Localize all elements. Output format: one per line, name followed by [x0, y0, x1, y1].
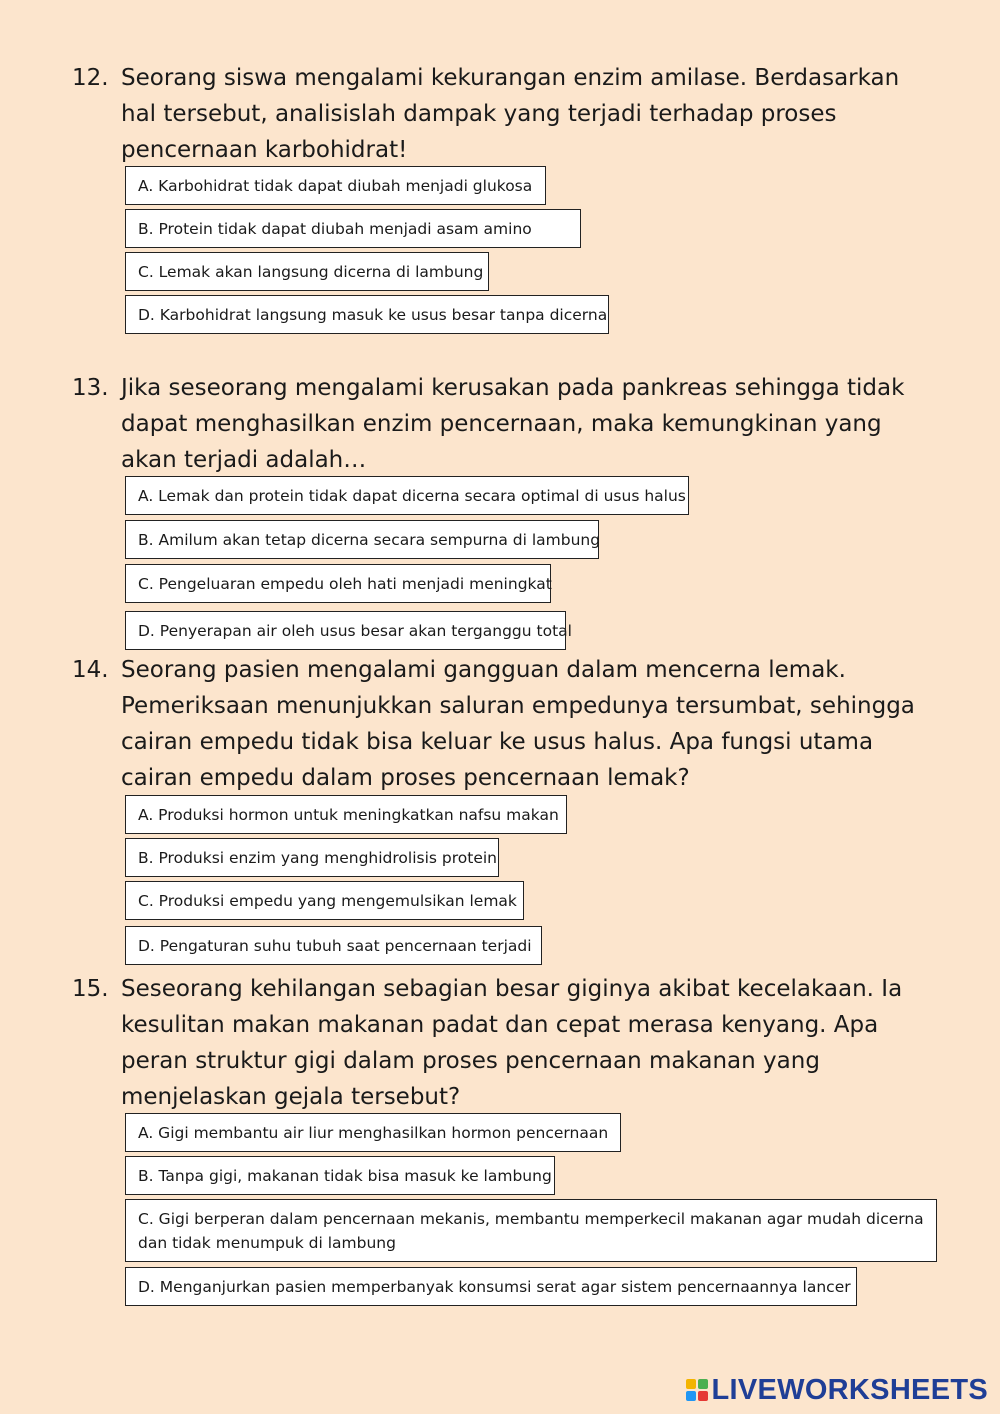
answer-option-12c[interactable]: C. Lemak akan langsung dicerna di lambung	[125, 252, 489, 291]
answer-option-14a[interactable]: A. Produksi hormon untuk meningkatkan nafsu makan	[125, 795, 567, 834]
answer-option-13a[interactable]: A. Lemak dan protein tidak dapat dicerna secara optimal di usus halus	[125, 476, 689, 515]
answer-option-14b[interactable]: B. Produksi enzim yang menghidrolisis protein	[125, 838, 499, 877]
logo-wordmark: LIVEWORKSHEETS	[711, 1373, 988, 1406]
question-text	[72, 971, 932, 1115]
answer-option-15a[interactable]: A. Gigi membantu air liur menghasilkan hormon pencernaan	[125, 1113, 621, 1152]
question-stem: Seorang siswa mengalami kekurangan enzim amilase. Berdasarkan hal tersebut, analisislah dampak yang terjadi terhadap proses pencernaan karbohidrat!	[121, 65, 900, 163]
question-number: 13.	[72, 375, 109, 401]
answer-option-12b[interactable]: B. Protein tidak dapat diubah menjadi asam amino	[125, 209, 581, 248]
question-number: 12.	[72, 65, 109, 91]
question-stem: Seorang pasien mengalami gangguan dalam mencerna lemak. Pemeriksaan menunjukkan saluran empedunya tersumbat, sehingga cairan empedu tidak bisa keluar ke usus halus. Apa fungsi utama cairan empedu dalam proses pencernaan lemak?	[121, 657, 915, 791]
answer-option-14d[interactable]: D. Pengaturan suhu tubuh saat pencernaan terjadi	[125, 926, 542, 965]
question-number: 14.	[72, 657, 109, 683]
liveworksheets-logo-icon	[686, 1379, 708, 1401]
question-text	[72, 652, 932, 796]
answer-option-15b[interactable]: B. Tanpa gigi, makanan tidak bisa masuk ke lambung	[125, 1156, 555, 1195]
answer-option-12d[interactable]: D. Karbohidrat langsung masuk ke usus besar tanpa dicerna	[125, 295, 609, 334]
question-text	[72, 60, 932, 168]
answer-option-13b[interactable]: B. Amilum akan tetap dicerna secara sempurna di lambung	[125, 520, 599, 559]
answer-option-15c[interactable]: C. Gigi berperan dalam pencernaan mekanis, membantu memperkecil makanan agar mudah dicerna dan tidak menumpuk di lambung	[125, 1199, 937, 1262]
question-text	[72, 370, 932, 478]
answer-option-15d[interactable]: D. Menganjurkan pasien memperbanyak konsumsi serat agar sistem pencernaannya lancer	[125, 1267, 857, 1306]
question-13	[72, 370, 932, 478]
answer-option-13d[interactable]: D. Penyerapan air oleh usus besar akan terganggu total	[125, 611, 566, 650]
answer-option-13c[interactable]: C. Pengeluaran empedu oleh hati menjadi meningkat	[125, 564, 551, 603]
question-stem: Jika seseorang mengalami kerusakan pada pankreas sehingga tidak dapat menghasilkan enzim pencernaan, maka kemungkinan yang akan terjadi adalah…	[121, 375, 905, 473]
question-15	[72, 971, 932, 1115]
answer-option-14c[interactable]: C. Produksi empedu yang mengemulsikan lemak	[125, 881, 524, 920]
question-14	[72, 652, 932, 796]
question-stem: Seseorang kehilangan sebagian besar giginya akibat kecelakaan. Ia kesulitan makan makanan padat dan cepat merasa kenyang. Apa peran struktur gigi dalam proses pencernaan makanan yang menjelaskan gejala tersebut?	[121, 976, 903, 1110]
liveworksheets-logo	[686, 1372, 989, 1408]
question-number: 15.	[72, 976, 109, 1002]
question-12	[72, 60, 932, 168]
answer-option-12a[interactable]: A. Karbohidrat tidak dapat diubah menjadi glukosa	[125, 166, 546, 205]
